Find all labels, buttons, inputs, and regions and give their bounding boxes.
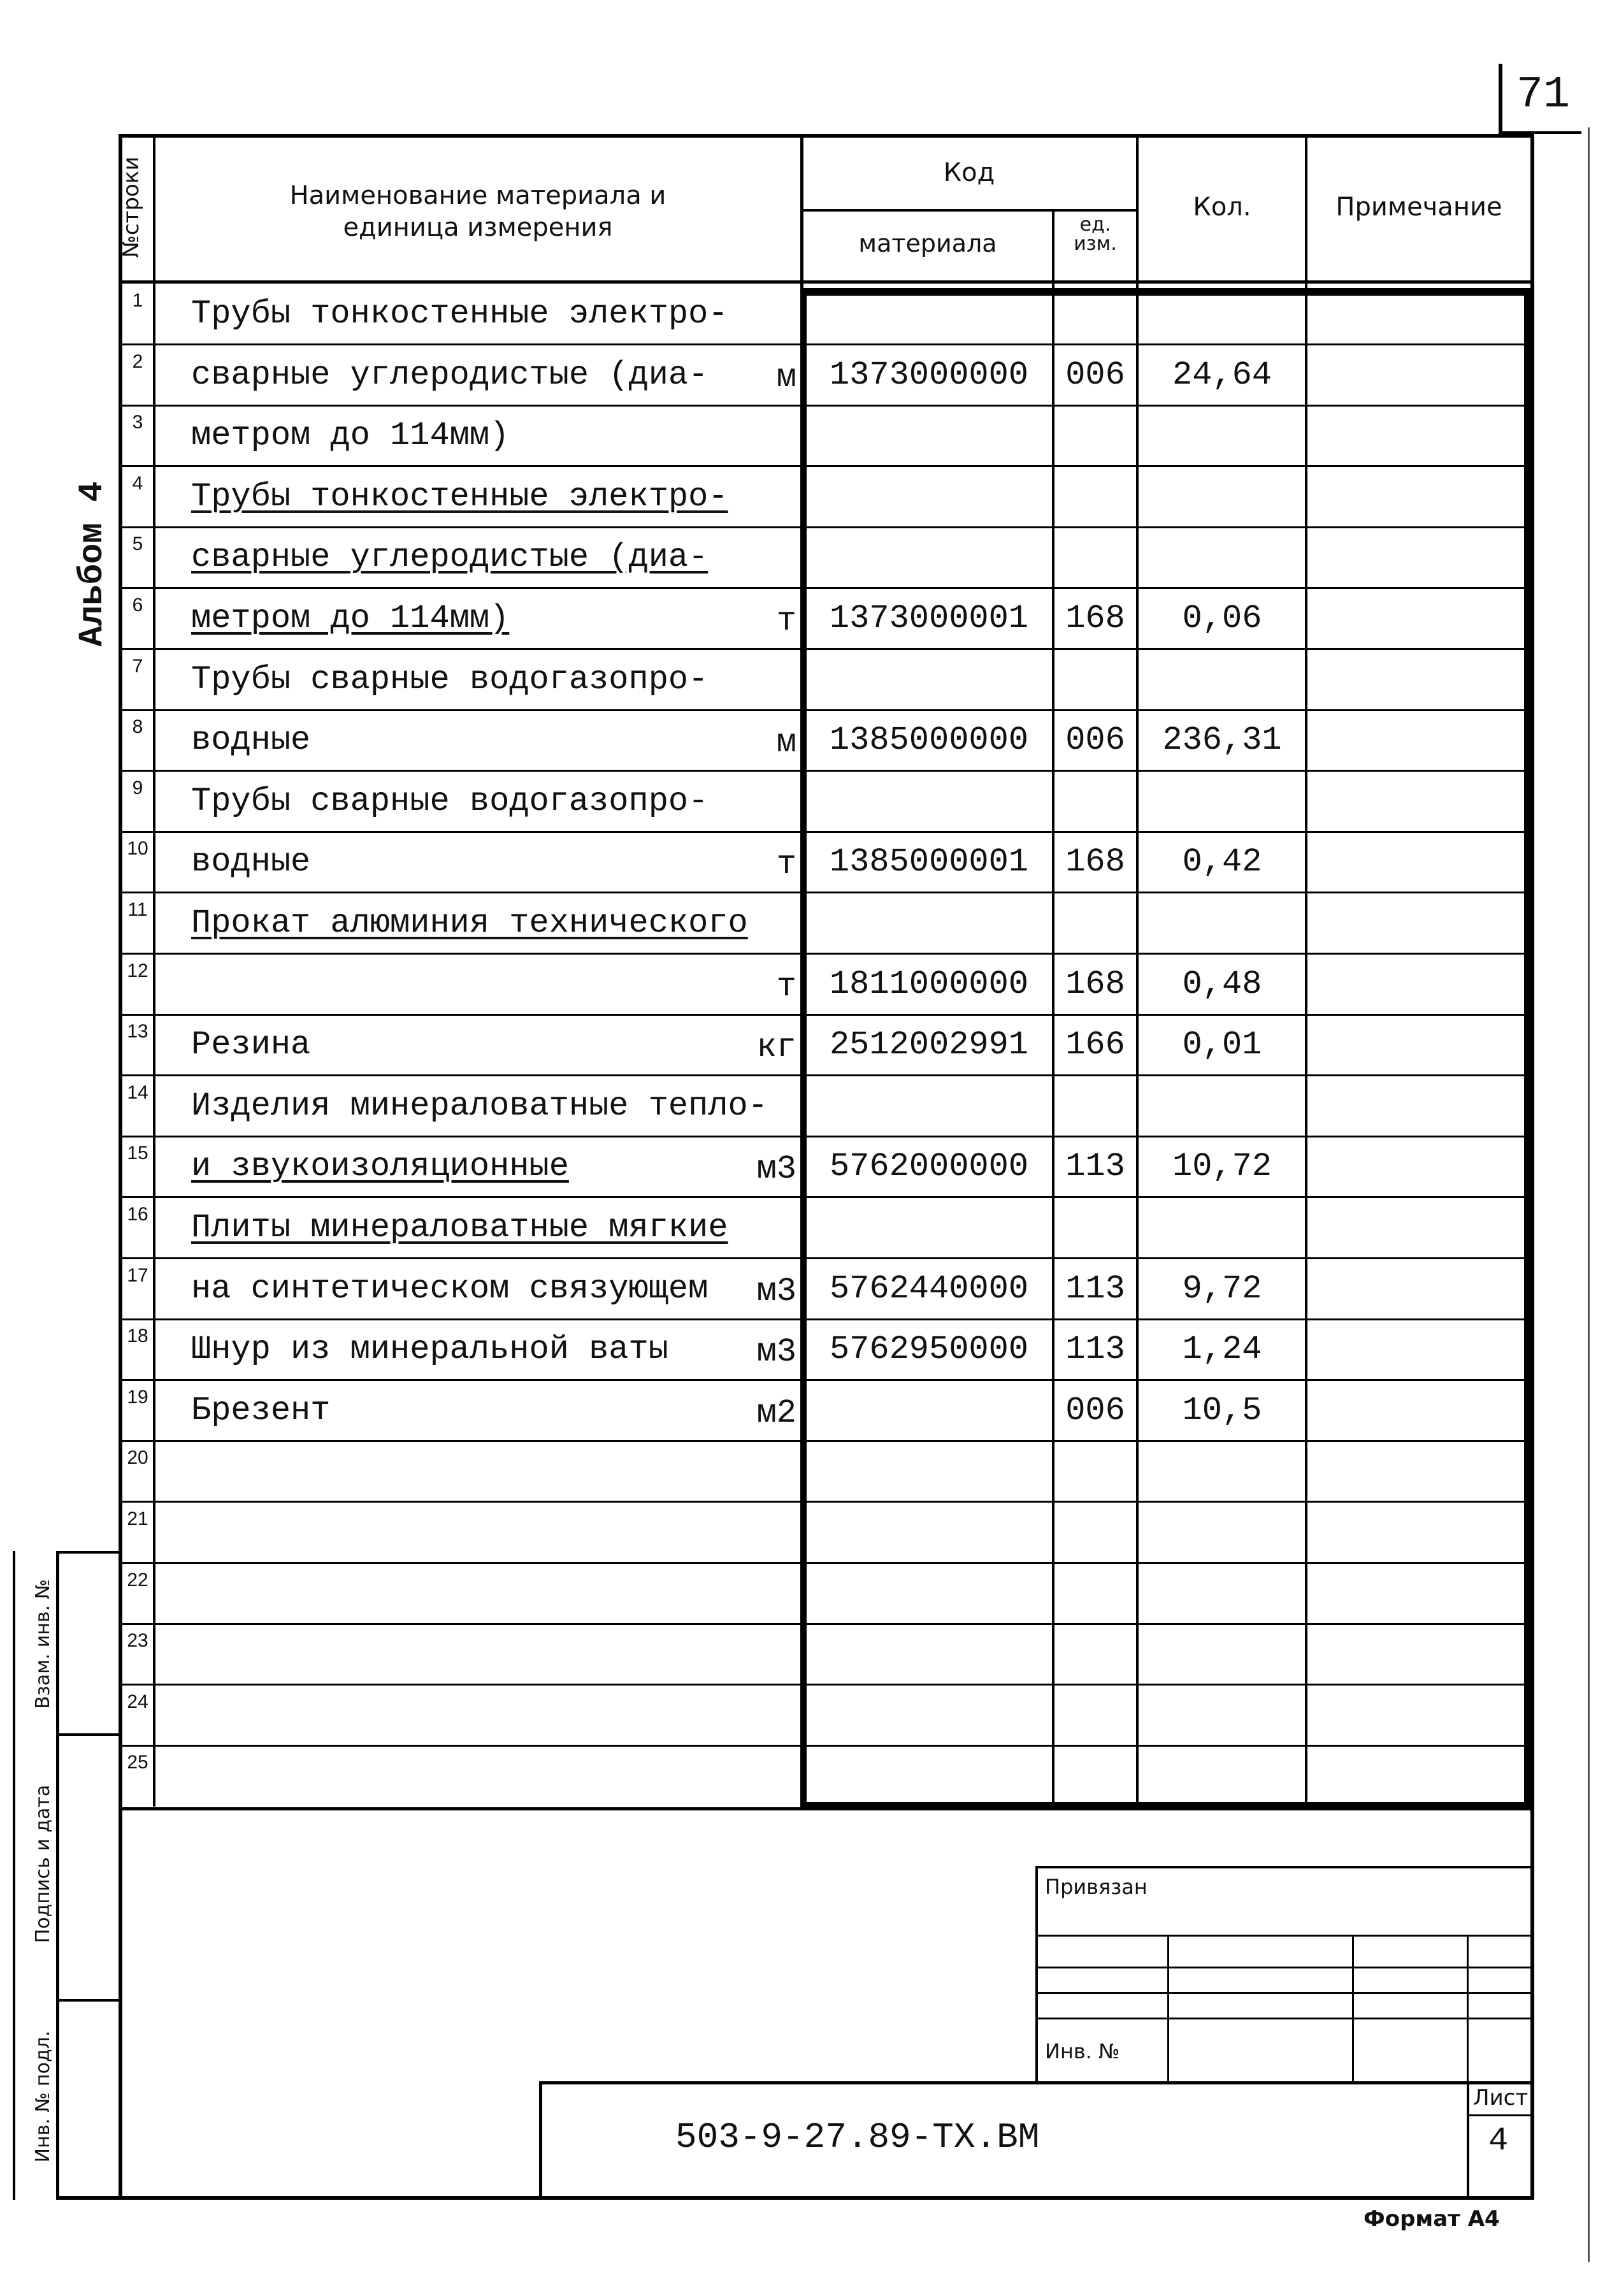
table-frame-top bbox=[119, 134, 1533, 138]
row-separator bbox=[119, 1440, 1533, 1442]
material-name: Трубы тонкостенные электро- bbox=[191, 478, 728, 516]
code-group-divider bbox=[800, 209, 1138, 212]
material-name: метром до 114мм) bbox=[191, 600, 510, 637]
margin-divider-2 bbox=[56, 1999, 121, 2002]
material-name: метром до 114мм) bbox=[191, 417, 510, 454]
row-number: 5 bbox=[132, 533, 143, 554]
material-code: 1373000000 bbox=[829, 356, 1029, 394]
quantity: 236,31 bbox=[1162, 721, 1282, 759]
stamp-top-line bbox=[119, 1807, 1533, 1810]
quantity: 0,42 bbox=[1182, 843, 1262, 881]
row-separator bbox=[119, 770, 1533, 772]
material-code: 5762950000 bbox=[829, 1331, 1029, 1368]
sheet-number-divider bbox=[1499, 64, 1502, 134]
quantity: 0,06 bbox=[1182, 600, 1262, 637]
material-name: Брезент bbox=[191, 1392, 331, 1429]
privyazan-row2 bbox=[1035, 1967, 1532, 1968]
row-number: 24 bbox=[127, 1691, 148, 1712]
row-number: 17 bbox=[127, 1265, 148, 1286]
unit-of-measure: м3 bbox=[756, 1333, 796, 1371]
material-code: 5762000000 bbox=[829, 1148, 1029, 1185]
row-separator bbox=[119, 892, 1533, 893]
data-frame-left bbox=[800, 288, 807, 1809]
unit-code: 166 bbox=[1065, 1026, 1125, 1064]
header-code-unit: ед. изм. bbox=[1074, 213, 1117, 255]
row-separator bbox=[119, 1196, 1533, 1198]
right-edge-line bbox=[1588, 127, 1590, 2262]
privyazan-row3 bbox=[1035, 1992, 1532, 1994]
row-number: 1 bbox=[132, 290, 143, 311]
unit-of-measure: м2 bbox=[756, 1394, 796, 1432]
material-code: 1373000001 bbox=[829, 600, 1029, 637]
unit-code: 113 bbox=[1065, 1331, 1125, 1368]
album-label: Альбом 4 bbox=[73, 481, 112, 647]
quantity: 24,64 bbox=[1172, 356, 1272, 394]
material-name: Прокат алюминия технического bbox=[191, 904, 748, 942]
format-label: Формат А4 bbox=[1364, 2206, 1500, 2232]
list-label: Лист bbox=[1473, 2085, 1529, 2111]
unit-of-measure: кг bbox=[756, 1029, 796, 1066]
header-row-no: №строки bbox=[119, 156, 144, 258]
unit-of-measure: м3 bbox=[756, 1273, 796, 1310]
row-separator bbox=[119, 1562, 1533, 1564]
row-number: 8 bbox=[132, 716, 143, 737]
material-name: Плиты минераловатные мягкие bbox=[191, 1209, 728, 1246]
quantity: 10,72 bbox=[1172, 1148, 1272, 1185]
row-separator bbox=[119, 1501, 1533, 1503]
row-number: 25 bbox=[127, 1752, 148, 1773]
row-separator bbox=[119, 1257, 1533, 1259]
row-separator bbox=[119, 648, 1533, 650]
material-name: сварные углеродистые (диа- bbox=[191, 538, 709, 576]
col-line-rownum bbox=[153, 134, 155, 1807]
unit-code: 006 bbox=[1065, 356, 1125, 394]
material-name: Резина bbox=[191, 1026, 311, 1064]
material-name: Трубы сварные водогазопро- bbox=[191, 783, 709, 820]
row-separator bbox=[119, 831, 1533, 833]
privyazan-box-left bbox=[1035, 1866, 1038, 2083]
privyazan-row4 bbox=[1035, 2018, 1532, 2019]
privyazan-label: Привязан bbox=[1045, 1875, 1148, 1899]
material-name: и звукоизоляционные bbox=[191, 1148, 569, 1185]
list-cell-left bbox=[1467, 2081, 1469, 2199]
material-code: 1385000001 bbox=[829, 843, 1029, 881]
title-block-left bbox=[539, 2081, 542, 2199]
row-separator bbox=[119, 1136, 1533, 1137]
unit-code: 168 bbox=[1065, 965, 1125, 1003]
row-number: 13 bbox=[127, 1021, 148, 1042]
header-quantity: Кол. bbox=[1193, 192, 1251, 222]
row-number: 20 bbox=[127, 1447, 148, 1468]
privyazan-row1 bbox=[1035, 1935, 1532, 1937]
material-name: Трубы сварные водогазопро- bbox=[191, 661, 709, 698]
sheet-number: 71 bbox=[1516, 70, 1571, 120]
quantity: 9,72 bbox=[1182, 1270, 1262, 1308]
unit-code: 113 bbox=[1065, 1148, 1125, 1185]
row-number: 9 bbox=[132, 777, 143, 798]
row-number: 21 bbox=[127, 1508, 148, 1529]
row-separator bbox=[119, 587, 1533, 589]
row-separator bbox=[119, 709, 1533, 711]
row-number: 3 bbox=[132, 412, 143, 433]
material-name: сварные углеродистые (диа- bbox=[191, 356, 709, 394]
row-separator bbox=[119, 1379, 1533, 1381]
row-number: 2 bbox=[132, 351, 143, 372]
unit-code: 168 bbox=[1065, 843, 1125, 881]
unit-of-measure: т bbox=[776, 846, 796, 883]
row-number: 15 bbox=[127, 1143, 148, 1164]
header-note: Примечание bbox=[1335, 192, 1502, 222]
unit-code: 006 bbox=[1065, 721, 1125, 759]
row-number: 14 bbox=[127, 1082, 148, 1103]
header-bottom-line bbox=[119, 280, 1533, 284]
row-number: 10 bbox=[127, 838, 148, 859]
material-name: водные bbox=[191, 843, 311, 881]
unit-of-measure: м bbox=[776, 359, 796, 396]
privyazan-col3 bbox=[1467, 1935, 1469, 2083]
margin-inner-line bbox=[56, 1551, 121, 1554]
privyazan-box-top bbox=[1035, 1866, 1532, 1868]
material-code: 5762440000 bbox=[829, 1270, 1029, 1308]
unit-of-measure: м3 bbox=[756, 1150, 796, 1188]
margin-inv-podl: Инв. № подл. bbox=[32, 2030, 54, 2163]
privyazan-col2 bbox=[1352, 1935, 1354, 2083]
quantity: 1,24 bbox=[1182, 1331, 1262, 1368]
material-code: 1385000000 bbox=[829, 721, 1029, 759]
row-number: 23 bbox=[127, 1630, 148, 1651]
document-code: 503-9-27.89-ТХ.ВМ bbox=[675, 2117, 1040, 2158]
margin-podpis-data: Подпись и дата bbox=[32, 1784, 54, 1944]
material-name: Изделия минераловатные тепло- bbox=[191, 1087, 768, 1125]
unit-code: 168 bbox=[1065, 600, 1125, 637]
row-number: 19 bbox=[127, 1387, 148, 1408]
quantity: 0,48 bbox=[1182, 965, 1262, 1003]
material-name: Шнур из минеральной ваты bbox=[191, 1331, 668, 1368]
unit-code: 006 bbox=[1065, 1392, 1125, 1429]
unit-of-measure: т bbox=[776, 602, 796, 640]
data-frame-right bbox=[1524, 288, 1532, 1809]
col-line-unitcode-left bbox=[1052, 210, 1054, 1807]
row-number: 18 bbox=[127, 1325, 148, 1347]
title-block-top bbox=[539, 2081, 1533, 2084]
material-name: водные bbox=[191, 721, 311, 759]
row-number: 7 bbox=[132, 656, 143, 677]
list-number: 4 bbox=[1488, 2122, 1509, 2160]
inv-no-label: Инв. № bbox=[1045, 2039, 1120, 2063]
material-name: Трубы тонкостенные электро- bbox=[191, 295, 728, 333]
row-number: 11 bbox=[127, 899, 148, 920]
material-name: на синтетическом связующем bbox=[191, 1270, 709, 1308]
quantity: 0,01 bbox=[1182, 1026, 1262, 1064]
unit-of-measure: т bbox=[776, 968, 796, 1006]
table-frame-left bbox=[119, 134, 122, 2199]
row-number: 22 bbox=[127, 1570, 148, 1591]
row-number: 6 bbox=[132, 595, 143, 616]
row-separator bbox=[119, 1684, 1533, 1686]
row-separator bbox=[119, 343, 1533, 345]
row-number: 4 bbox=[132, 473, 143, 494]
quantity: 10,5 bbox=[1182, 1392, 1262, 1429]
margin-mid-left bbox=[13, 1551, 15, 2200]
row-separator bbox=[119, 1074, 1533, 1076]
data-frame-top bbox=[800, 288, 1533, 296]
row-separator bbox=[119, 953, 1533, 955]
row-separator bbox=[119, 465, 1533, 467]
privyazan-col1 bbox=[1167, 1935, 1169, 2083]
material-code: 1811000000 bbox=[829, 965, 1029, 1003]
row-separator bbox=[119, 1623, 1533, 1625]
header-name: Наименование материала и единица измерения bbox=[289, 181, 666, 242]
row-separator bbox=[119, 526, 1533, 528]
unit-code: 113 bbox=[1065, 1270, 1125, 1308]
row-number: 16 bbox=[127, 1204, 148, 1225]
margin-divider-1 bbox=[56, 1733, 121, 1736]
list-cell-mid bbox=[1467, 2114, 1533, 2116]
row-separator bbox=[119, 1745, 1533, 1747]
material-code: 2512002991 bbox=[829, 1026, 1029, 1064]
row-separator bbox=[119, 1014, 1533, 1016]
unit-of-measure: м bbox=[776, 724, 796, 762]
margin-vzam-inv: Взам. инв. № bbox=[32, 1579, 54, 1709]
stamp-bottom-line bbox=[56, 2196, 1534, 2200]
row-separator bbox=[119, 405, 1533, 407]
row-separator bbox=[119, 1318, 1533, 1320]
row-number: 12 bbox=[127, 960, 148, 981]
header-code-group: Код bbox=[943, 158, 995, 187]
header-code-material: материала bbox=[858, 229, 997, 257]
